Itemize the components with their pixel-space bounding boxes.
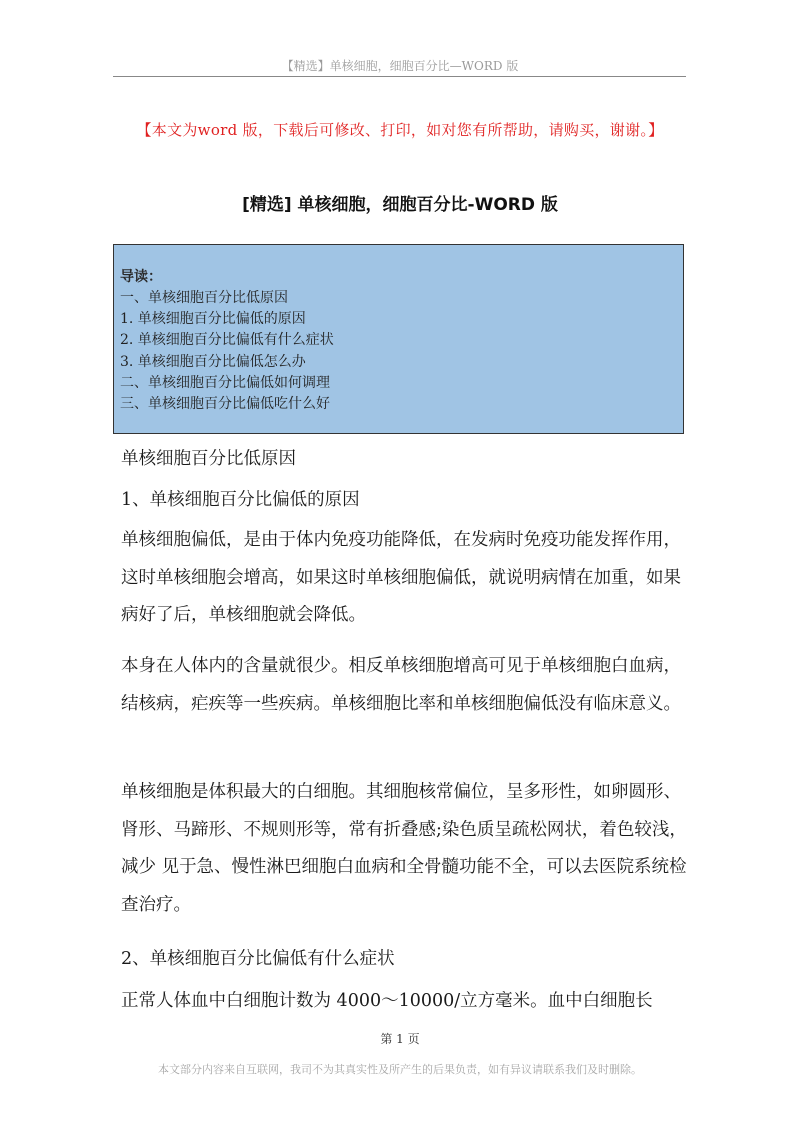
guide-item-4: 3. 单核细胞百分比偏低怎么办: [120, 353, 306, 370]
subsection-heading-causes: 1、单核细胞百分比偏低的原因: [121, 490, 360, 510]
guide-item-5: 二、单核细胞百分比偏低如何调理: [120, 374, 330, 391]
guide-item-6: 三、单核细胞百分比偏低吃什么好: [120, 396, 330, 413]
document-title: [精选] 单核细胞，细胞百分比-WORD 版: [242, 195, 558, 215]
guide-item-1: 一、单核细胞百分比低原因: [120, 290, 288, 306]
subsection-heading-symptoms: 2、单核细胞百分比偏低有什么症状: [121, 949, 395, 969]
page-header-title: 【精选】单核细胞，细胞百分比—WORD 版: [281, 59, 519, 73]
guide-box: [113, 244, 684, 434]
guide-item-2: 1. 单核细胞百分比偏低的原因: [120, 311, 306, 328]
header-rule: [113, 76, 686, 77]
word-version-notice: 【本文为word 版，下载后可修改、打印，如对您有所帮助，请购买，谢谢。】: [136, 121, 664, 139]
guide-item-3: 2. 单核细胞百分比偏低有什么症状: [120, 332, 334, 349]
paragraph-1: 单核细胞偏低，是由于体内免疫功能降低，在发病时免疫功能发挥作用，这时单核细胞会增高，如果这时单核细胞偏低，就说明病情在加重，如果病好了后，单核细胞就会降低。: [121, 530, 681, 625]
guide-heading: 导读：: [120, 269, 162, 285]
footer-disclaimer: 本文部分内容来自互联网，我司不为其真实性及所产生的后果负责，如有异议请联系我们及时删除。: [158, 1063, 642, 1076]
section-heading-low-causes: 单核细胞百分比低原因: [121, 449, 296, 469]
paragraph-4: 正常人体血中白细胞计数为 4000～10000/立方毫米。血中白细胞长: [121, 991, 653, 1011]
paragraph-2: 本身在人体内的含量就很少。相反单核细胞增高可见于单核细胞白血病，结核病，疟疾等一些疾病。单核细胞比率和单核细胞偏低没有临床意义。: [121, 656, 681, 714]
paragraph-3: 单核细胞是体积最大的白细胞。其细胞核常偏位，呈多形性，如卵圆形、肾形、马蹄形、不规则形等，常有折叠感;染色质呈疏松网状，着色较浅，减少 见于急、慢性淋巴细胞白血病和全骨髓功能不全，可以去医院系统检查治疗。: [121, 782, 687, 915]
page-number: 第 1 页: [380, 1032, 420, 1046]
